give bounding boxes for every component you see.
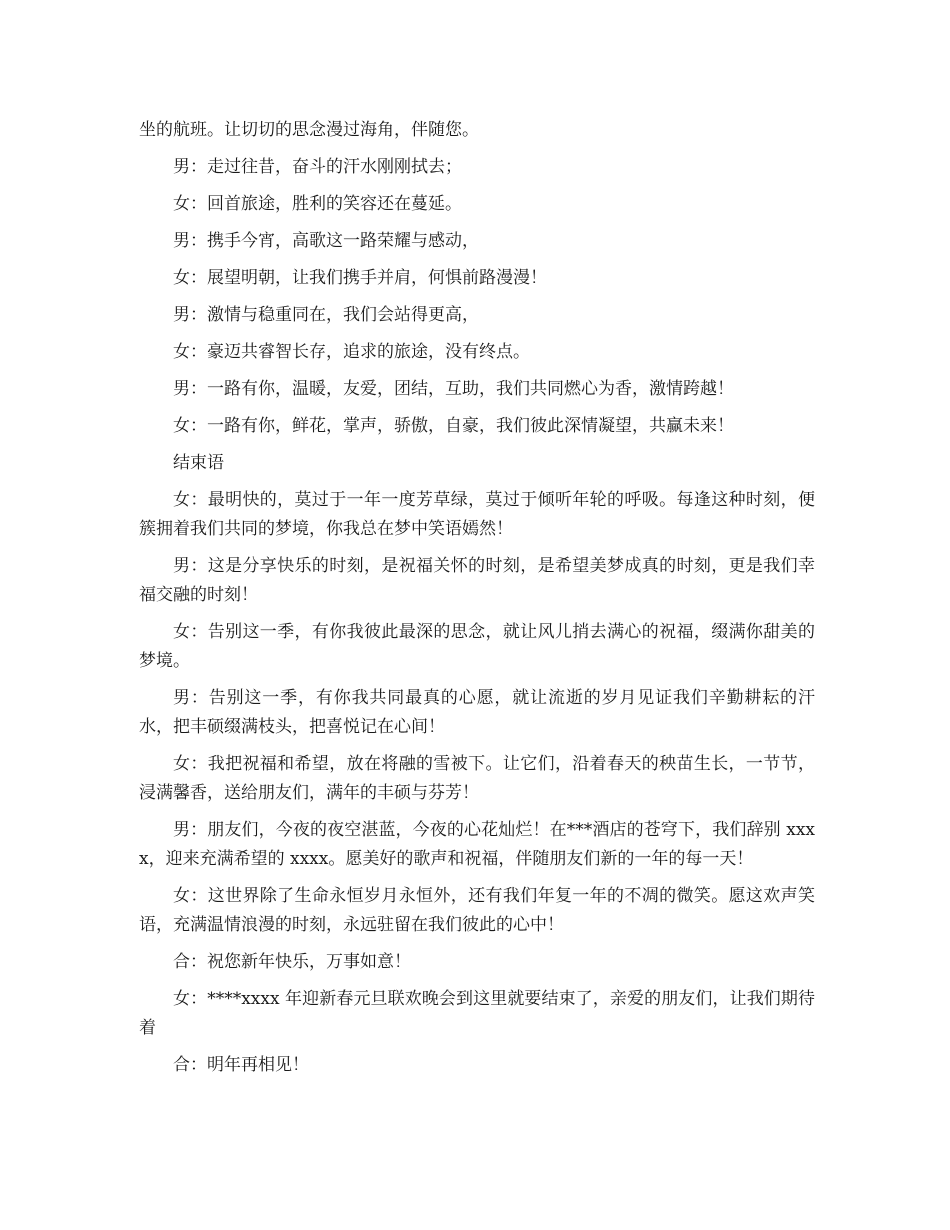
dialogue-line: 女：豪迈共睿智长存，追求的旅途，没有终点。	[173, 342, 530, 362]
dialogue-line: 女：这世界除了生命永恒岁月永恒外，还有我们年复一年的不凋的微笑。愿这欢声笑语，充满温情浪漫的时刻，永远驻留在我们彼此的心中！	[139, 886, 815, 935]
dialogue-line: 男：这是分享快乐的时刻，是祝福关怀的时刻，是希望美梦成真的时刻，更是我们幸福交融的时刻！	[139, 556, 815, 605]
document-page	[139, 116, 815, 1088]
dialogue-line: 男：朋友们，今夜的夜空湛蓝，今夜的心花灿烂！在***酒店的苍穹下，我们辞别 xxxx，迎来充满希望的 xxxx。愿美好的歌声和祝福，伴随朋友们新的一年的每一天！	[139, 820, 815, 869]
dialogue-line: 男：激情与稳重同在，我们会站得更高，	[173, 305, 479, 325]
dialogue-line: 男：走过往昔，奋斗的汗水刚刚拭去；	[173, 157, 462, 177]
dialogue-line: 合：祝您新年快乐，万事如意！	[173, 952, 411, 972]
dialogue-line: 合：明年再相见！	[173, 1055, 309, 1075]
dialogue-line: 男：告别这一季，有你我共同最真的心愿，就让流逝的岁月见证我们辛勤耕耘的汗水，把丰硕缀满枝头，把喜悦记在心间！	[139, 688, 815, 737]
dialogue-line: 女：我把祝福和希望，放在将融的雪被下。让它们，沿着春天的秧苗生长，一节节，浸满馨香，送给朋友们，满年的丰硕与芬芳！	[139, 754, 815, 803]
dialogue-line: 女：告别这一季，有你我彼此最深的思念，就让风儿捎去满心的祝福，缀满你甜美的梦境。	[139, 622, 815, 671]
dialogue-line: 女：一路有你，鲜花，掌声，骄傲，自豪，我们彼此深情凝望，共赢未来！	[173, 416, 734, 436]
paragraph-continuation: 坐的航班。让切切的思念漫过海角，伴随您。	[139, 120, 479, 140]
section-heading: 结束语	[173, 453, 224, 473]
dialogue-line: 女：最明快的，莫过于一年一度芳草绿，莫过于倾听年轮的呼吸。每逢这种时刻，便簇拥着我们共同的梦境，你我总在梦中笑语嫣然！	[139, 490, 815, 539]
dialogue-line: 女：回首旅途，胜利的笑容还在蔓延。	[173, 194, 462, 214]
dialogue-line: 男：一路有你，温暖，友爱，团结，互助，我们共同燃心为香，激情跨越！	[173, 379, 734, 399]
dialogue-line: 女：****xxxx 年迎新春元旦联欢晚会到这里就要结束了，亲爱的朋友们，让我们期待着	[139, 989, 815, 1038]
dialogue-line: 男：携手今宵，高歌这一路荣耀与感动，	[173, 231, 479, 251]
dialogue-line: 女：展望明朝，让我们携手并肩，何惧前路漫漫！	[173, 268, 547, 288]
